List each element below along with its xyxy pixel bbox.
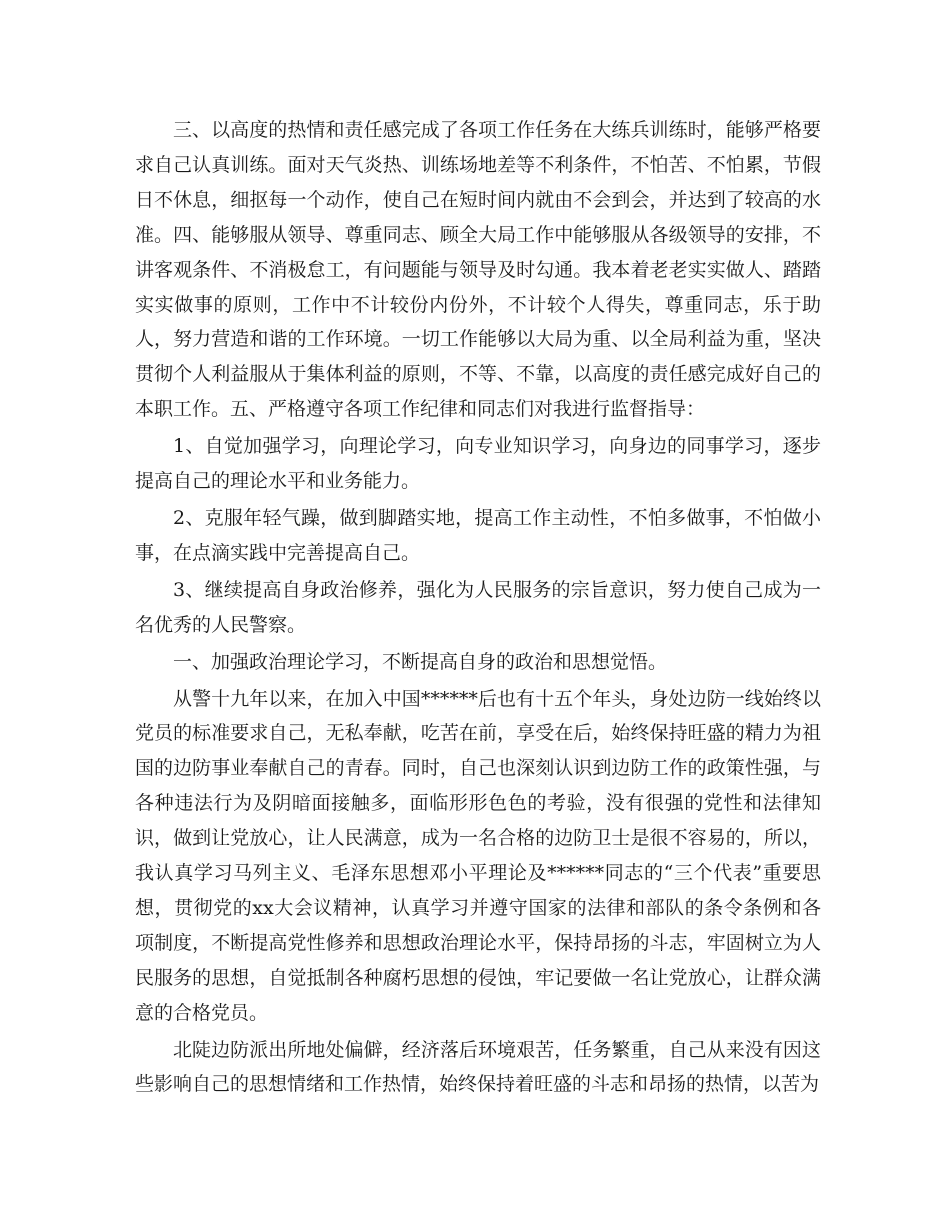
paragraph: 北陡边防派出所地处偏僻，经济落后环境艰苦，任务繁重，自己从来没有因这些影响自己的思想情绪和工作热情，始终保持着旺盛的斗志和昂扬的热情，以苦为 <box>135 1038 821 1096</box>
paragraph: 三、以高度的热情和责任感完成了各项工作任务在大练兵训练时，能够严格要求自己认真训练。面对天气炎热、训练场地差等不利条件，不怕苦、不怕累，节假日不休息，细抠每一个动作，使自己在短时间内就由不会到会，并达到了较高的水准。四、能够服从领导、尊重同志、顾全大局工作中能够服从各级领导的安排，不讲客观条件、不消极怠工，有问题能与领导及时勾通。我本着老老实实做人、踏踏实实做事的原则，工作中不计较份内份外，不计较个人得失，尊重同志，乐于助人，努力营造和谐的工作环境。一切工作能够以大局为重、以全局利益为重，坚决贯彻个人利益服从于集体利益的原则，不等、不靠，以高度的责任感完成好自己的本职工作。五、严格遵守各项工作纪律和同志们对我进行监督指导： <box>135 119 821 421</box>
paragraph: 2、克服年轻气躁，做到脚踏实地，提高工作主动性，不怕多做事，不怕做小事，在点滴实践中完善提高自己。 <box>135 506 821 564</box>
paragraph: 从警十九年以来，在加入中国******后也有十五个年头，身处边防一线始终以党员的标准要求自己，无私奉献，吃苦在前，享受在后，始终保持旺盛的精力为祖国的边防事业奉献自己的青春。同时，自己也深刻认识到边防工作的政策性强，与各种违法行为及阴暗面接触多，面临形形色色的考验，没有很强的党性和法律知识，做到让党放心，让人民满意，成为一名合格的边防卫士是很不容易的，所以，我认真学习马列主义、毛泽东思想邓小平理论及******同志的“三个代表”重要思想，贯彻党的xx大会议精神，认真学习并遵守国家的法律和部队的条令条例和各项制度，不断提高党性修养和思想政治理论水平，保持昂扬的斗志，牢固树立为人民服务的思想，自觉抵制各种腐朽思想的侵蚀，牢记要做一名让党放心，让群众满意的合格党员。 <box>135 687 821 1024</box>
paragraph: 1、自觉加强学习，向理论学习，向专业知识学习，向身边的同事学习，逐步提高自己的理论水平和业务能力。 <box>135 435 821 493</box>
paragraph: 3、继续提高自身政治修养，强化为人民服务的宗旨意识，努力使自己成为一名优秀的人民警察。 <box>135 578 821 636</box>
paragraph: 一、加强政治理论学习，不断提高自身的政治和思想觉悟。 <box>173 650 668 673</box>
document-body <box>135 113 821 1102</box>
